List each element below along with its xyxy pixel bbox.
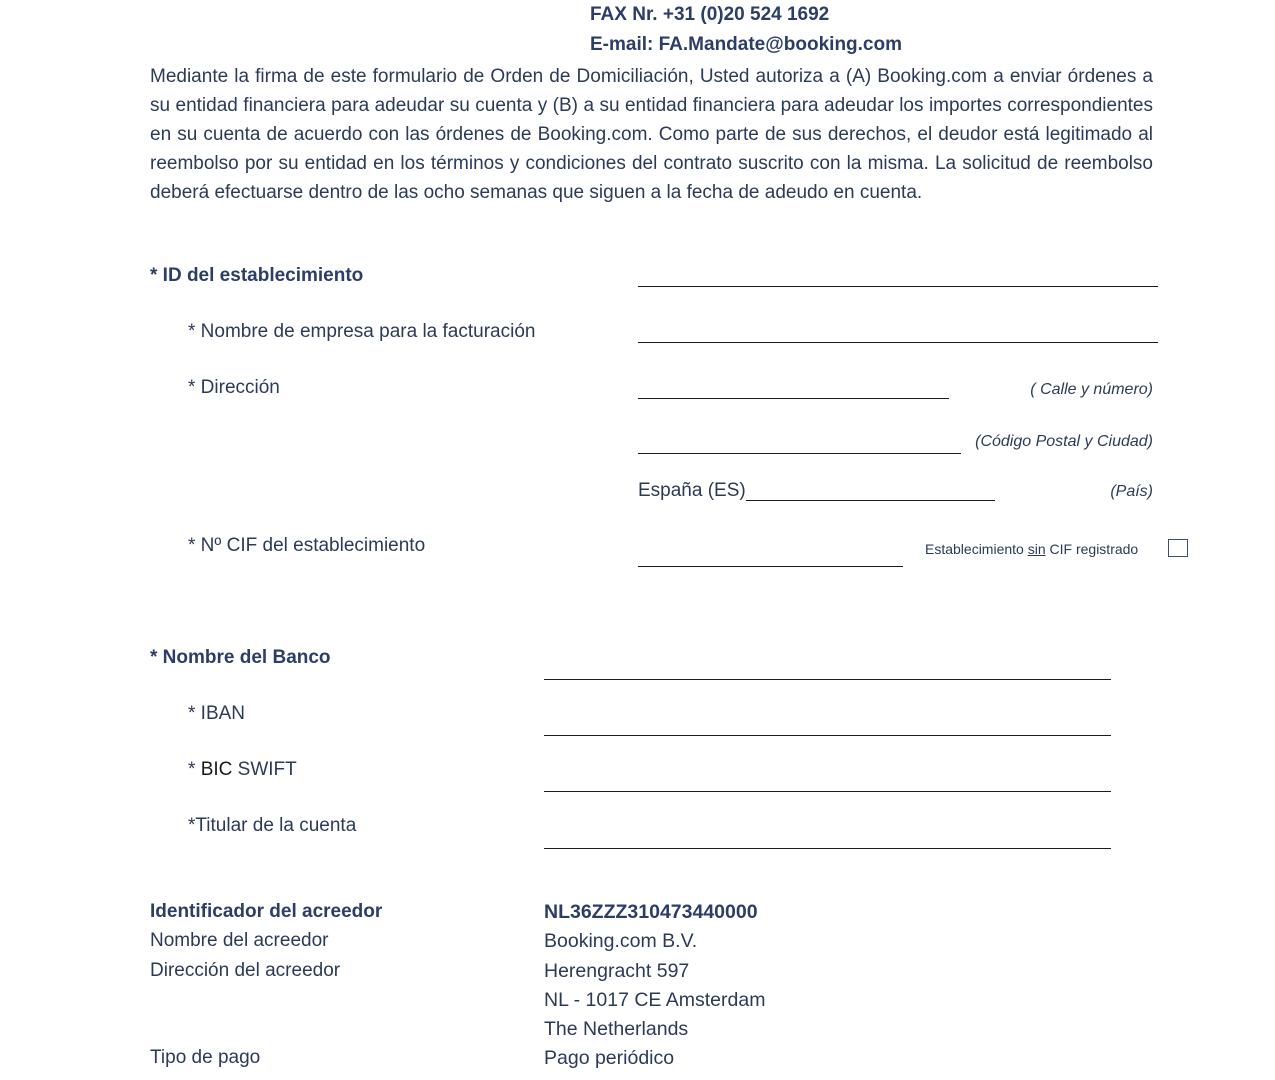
creditor-id-value: NL36ZZZ310473440000 <box>544 901 758 923</box>
mandate-intro-paragraph: Mediante la firma de este formulario de Orden de Domiciliación, Usted autoriza a (A) Booking.com a enviar órdenes a su entidad financiera para adeudar su cuenta y (B) a su entidad financiera para adeudar los importes correspondientes en su cuenta de acuerdo con las órdenes de Booking.com. Como parte de sus derechos, el deudor está legitimado al reembolso por su entidad en los términos y condiciones del contrato suscrito con la misma. La solicitud de reembolso deberá efectuarse dentro de las ocho semanas que siguen a la fecha de adeudo en cuenta. <box>150 66 1153 203</box>
company-name-field[interactable] <box>638 342 1158 343</box>
street-hint: ( Calle y número) <box>1030 381 1153 398</box>
payment-type-label: Tipo de pago <box>150 1047 261 1068</box>
no-cif-checkbox[interactable] <box>1168 539 1188 557</box>
creditor-address-line-1: Herengracht 597 <box>544 960 690 982</box>
payment-type-value: Pago periódico <box>544 1047 675 1069</box>
creditor-address-label: Dirección del acreedor <box>150 960 341 981</box>
street-field[interactable] <box>638 398 949 399</box>
cif-label: * Nº CIF del establecimiento <box>188 535 426 556</box>
address-label: * Dirección <box>188 377 280 398</box>
bank-name-label: * Nombre del Banco <box>150 647 331 668</box>
country-hint: (País) <box>1110 483 1153 500</box>
account-holder-label: *Titular de la cuenta <box>188 815 357 836</box>
email-address: E-mail: FA.Mandate@booking.com <box>590 34 902 55</box>
creditor-address-line-2: NL - 1017 CE Amsterdam <box>544 989 766 1011</box>
creditor-name-value: Booking.com B.V. <box>544 930 698 952</box>
creditor-id-label: Identificador del acreedor <box>150 901 383 922</box>
bic-swift-label: * BIC SWIFT <box>188 759 297 780</box>
cif-field[interactable] <box>638 566 903 567</box>
no-cif-label: Establecimiento sin CIF registrado <box>925 541 1139 557</box>
iban-label: * IBAN <box>188 703 246 724</box>
creditor-name-label: Nombre del acreedor <box>150 930 329 951</box>
creditor-address-line-3: The Netherlands <box>544 1018 689 1040</box>
property-id-field[interactable] <box>638 286 1158 287</box>
postal-city-field[interactable] <box>638 453 961 454</box>
property-id-label: * ID del establecimiento <box>150 265 364 286</box>
postal-city-hint: (Código Postal y Ciudad) <box>975 433 1153 450</box>
iban-field[interactable] <box>544 735 1111 736</box>
country-field[interactable] <box>746 500 995 501</box>
account-holder-field[interactable] <box>544 848 1111 849</box>
country-prefix: España (ES) <box>638 480 746 501</box>
fax-number: FAX Nr. +31 (0)20 524 1692 <box>590 4 830 25</box>
bic-swift-field[interactable] <box>544 791 1111 792</box>
bank-name-field[interactable] <box>544 679 1111 680</box>
company-name-label: * Nombre de empresa para la facturación <box>188 321 536 342</box>
